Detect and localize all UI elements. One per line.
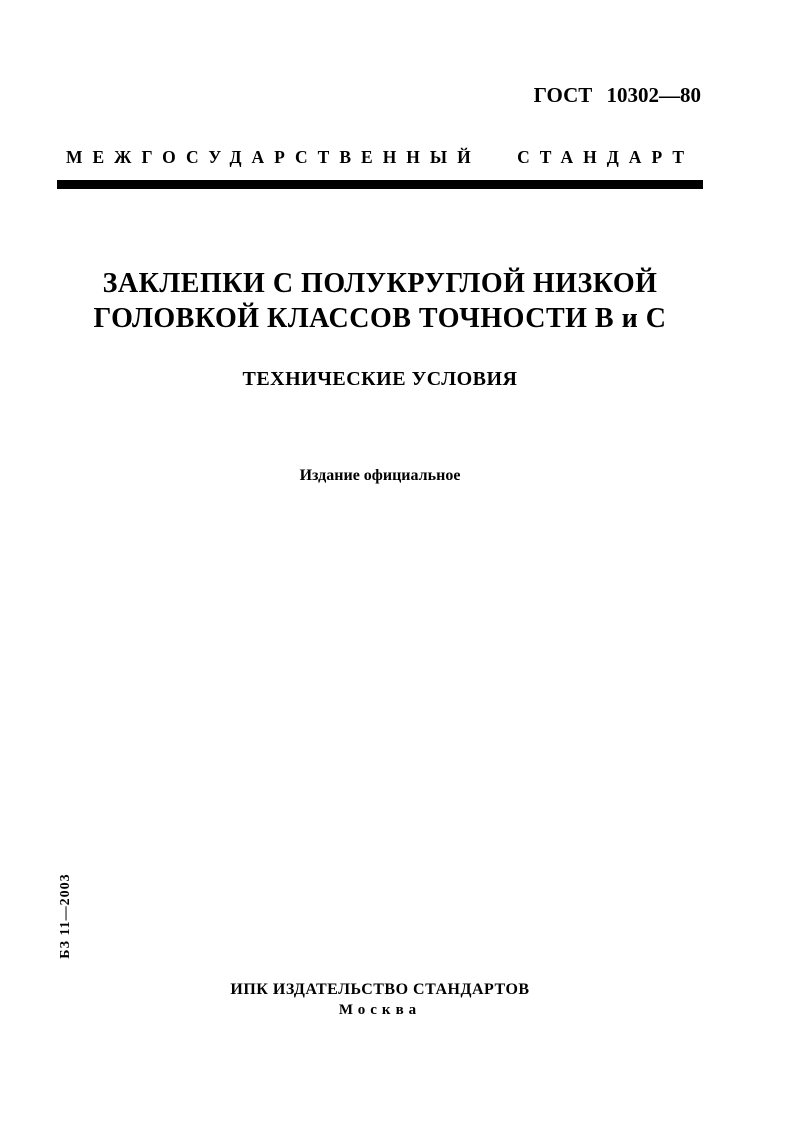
title-line-2: ГОЛОВКОЙ КЛАССОВ ТОЧНОСТИ В и С (93, 303, 667, 334)
publisher-city: Москва (338, 1002, 422, 1018)
document-title (44, 266, 716, 336)
standard-number: ГОСТ 10302—80 (533, 83, 701, 107)
side-code: БЗ 11—2003 (58, 873, 73, 959)
document-subtitle: ТЕХНИЧЕСКИЕ УСЛОВИЯ (242, 368, 518, 390)
publisher-name: ИПК ИЗДАТЕЛЬСТВО СТАНДАРТОВ (230, 981, 530, 998)
banner-rule (57, 180, 703, 189)
banner (57, 142, 703, 189)
banner-title: МЕЖГОСУДАРСТВЕННЫЙ СТАНДАРТ (65, 147, 695, 167)
edition-note: Издание официальное (299, 467, 461, 484)
title-line-1: ЗАКЛЕПКИ С ПОЛУКРУГЛОЙ НИЗКОЙ (102, 268, 658, 299)
footer (57, 981, 703, 1019)
